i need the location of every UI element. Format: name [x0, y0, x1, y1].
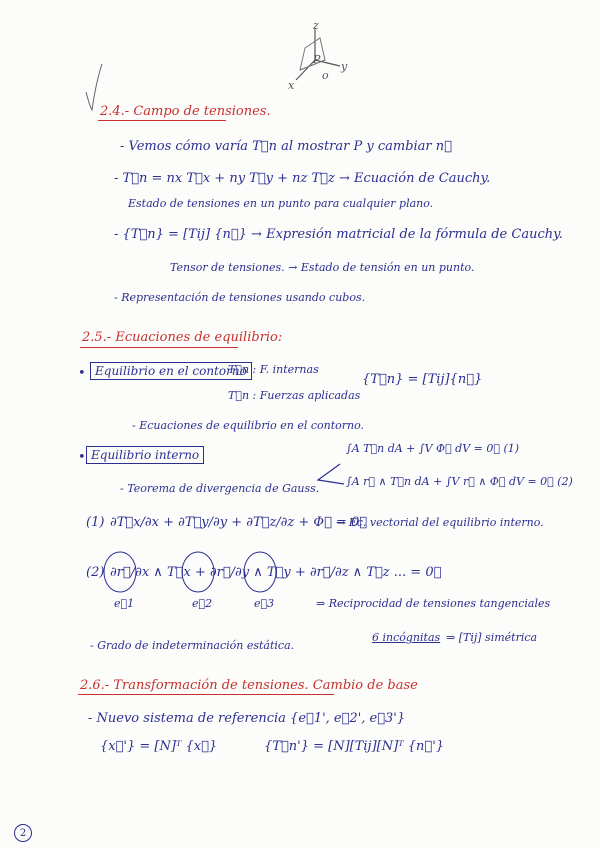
integral-eq-2: ∫A r⃗ ∧ T⃗n dA + ∫V r⃗ ∧ Φ⃗ dV = 0⃗ (2) — [346, 475, 573, 488]
tn-internal-label: T⃗n : F. internas — [228, 363, 319, 376]
sec26-line1: - Nuevo sistema de referencia {e⃗1', e⃗2', e⃗3'} — [88, 711, 406, 726]
point-label: P — [313, 53, 321, 66]
contour-equation-line: - Ecuaciones de equilibrio en el contorno. — [132, 419, 365, 432]
bullet-dot-2: • — [78, 450, 86, 465]
sec24-line6: - Representación de tensiones usando cubos. — [114, 291, 366, 304]
page-number: 2 — [14, 824, 32, 842]
section-2-5-title: 2.5.- Ecuaciones de equilibrio: — [82, 330, 283, 345]
six-unknowns: 6 incógnitas — [372, 631, 441, 644]
equilibrium-eq-1: ∂T⃗x/∂x + ∂T⃗y/∂y + ∂T⃗z/∂z + Φ⃗ = 0⃗ — [110, 515, 368, 530]
reciprocity-note: ⇒ Reciprocidad de tensiones tangenciales — [316, 597, 551, 610]
e2-label: e⃗2 — [192, 597, 213, 610]
origin-label: o — [322, 69, 329, 82]
sec24-line3: Estado de tensiones en un punto para cualquier plano. — [128, 197, 434, 210]
symmetric-tensor: ⇒ [Tij] simétrica — [446, 631, 538, 644]
sec26-eq-x: {x⃗'} = [N]ᵀ {x⃗} — [100, 739, 218, 754]
axis-z-label: z — [313, 19, 319, 32]
box-equilibrio-interno: Equilibrio interno — [86, 446, 204, 464]
eq2-label: (2) — [86, 565, 105, 580]
bullet-dot: • — [78, 366, 86, 381]
sec24-line2: - T⃗n = nx T⃗x + ny T⃗y + nz T⃗z → Ecuación de Cauchy. — [114, 171, 491, 186]
tn-applied-label: T⃗n : Fuerzas aplicadas — [228, 389, 361, 402]
gauss-theorem: - Teorema de divergencia de Gauss. — [120, 482, 320, 495]
sec24-line4: - {T⃗n} = [Tij] {n⃗} → Expresión matricial de la fórmula de Cauchy. — [114, 227, 563, 242]
sec24-line5: Tensor de tensiones. → Estado de tensión en un punto. — [170, 261, 475, 274]
eq1-note: → Ec. vectorial del equilibrio interno. — [336, 516, 544, 529]
sec24-line1: - Vemos cómo varía T⃗n al mostrar P y cambiar n⃗ — [120, 139, 452, 154]
integral-eq-1: ∫A T⃗n dA + ∫V Φ⃗ dV = 0⃗ (1) — [346, 442, 520, 455]
section-2-6-title: 2.6.- Transformación de tensiones. Cambio de base — [80, 678, 418, 693]
contour-equation: {T⃗n} = [Tij]{n⃗} — [362, 372, 483, 387]
axis-y-label: y — [341, 60, 348, 73]
box-equilibrio-contorno: Equilibrio en el contorno — [90, 362, 252, 380]
equilibrium-eq-2: ∂r⃗/∂x ∧ T⃗x + ∂r⃗/∂y ∧ T⃗y + ∂r⃗/∂z ∧ T⃗z ... = 0⃗ — [110, 565, 442, 580]
e3-label: e⃗3 — [254, 597, 275, 610]
e1-label: e⃗1 — [114, 597, 135, 610]
sec26-eq-t: {T⃗n'} = [N][Tij][N]ᵀ {n⃗'} — [264, 739, 445, 754]
section-2-5-underline — [80, 347, 238, 348]
eq1-label: (1) — [86, 515, 105, 530]
section-2-4-title: 2.4.- Campo de tensiones. — [100, 104, 271, 119]
section-2-6-underline — [78, 694, 334, 695]
section-2-4-underline — [98, 120, 226, 121]
axis-x-label: x — [288, 79, 295, 92]
hyperstatic-degree: - Grado de indeterminación estática. — [90, 639, 295, 652]
